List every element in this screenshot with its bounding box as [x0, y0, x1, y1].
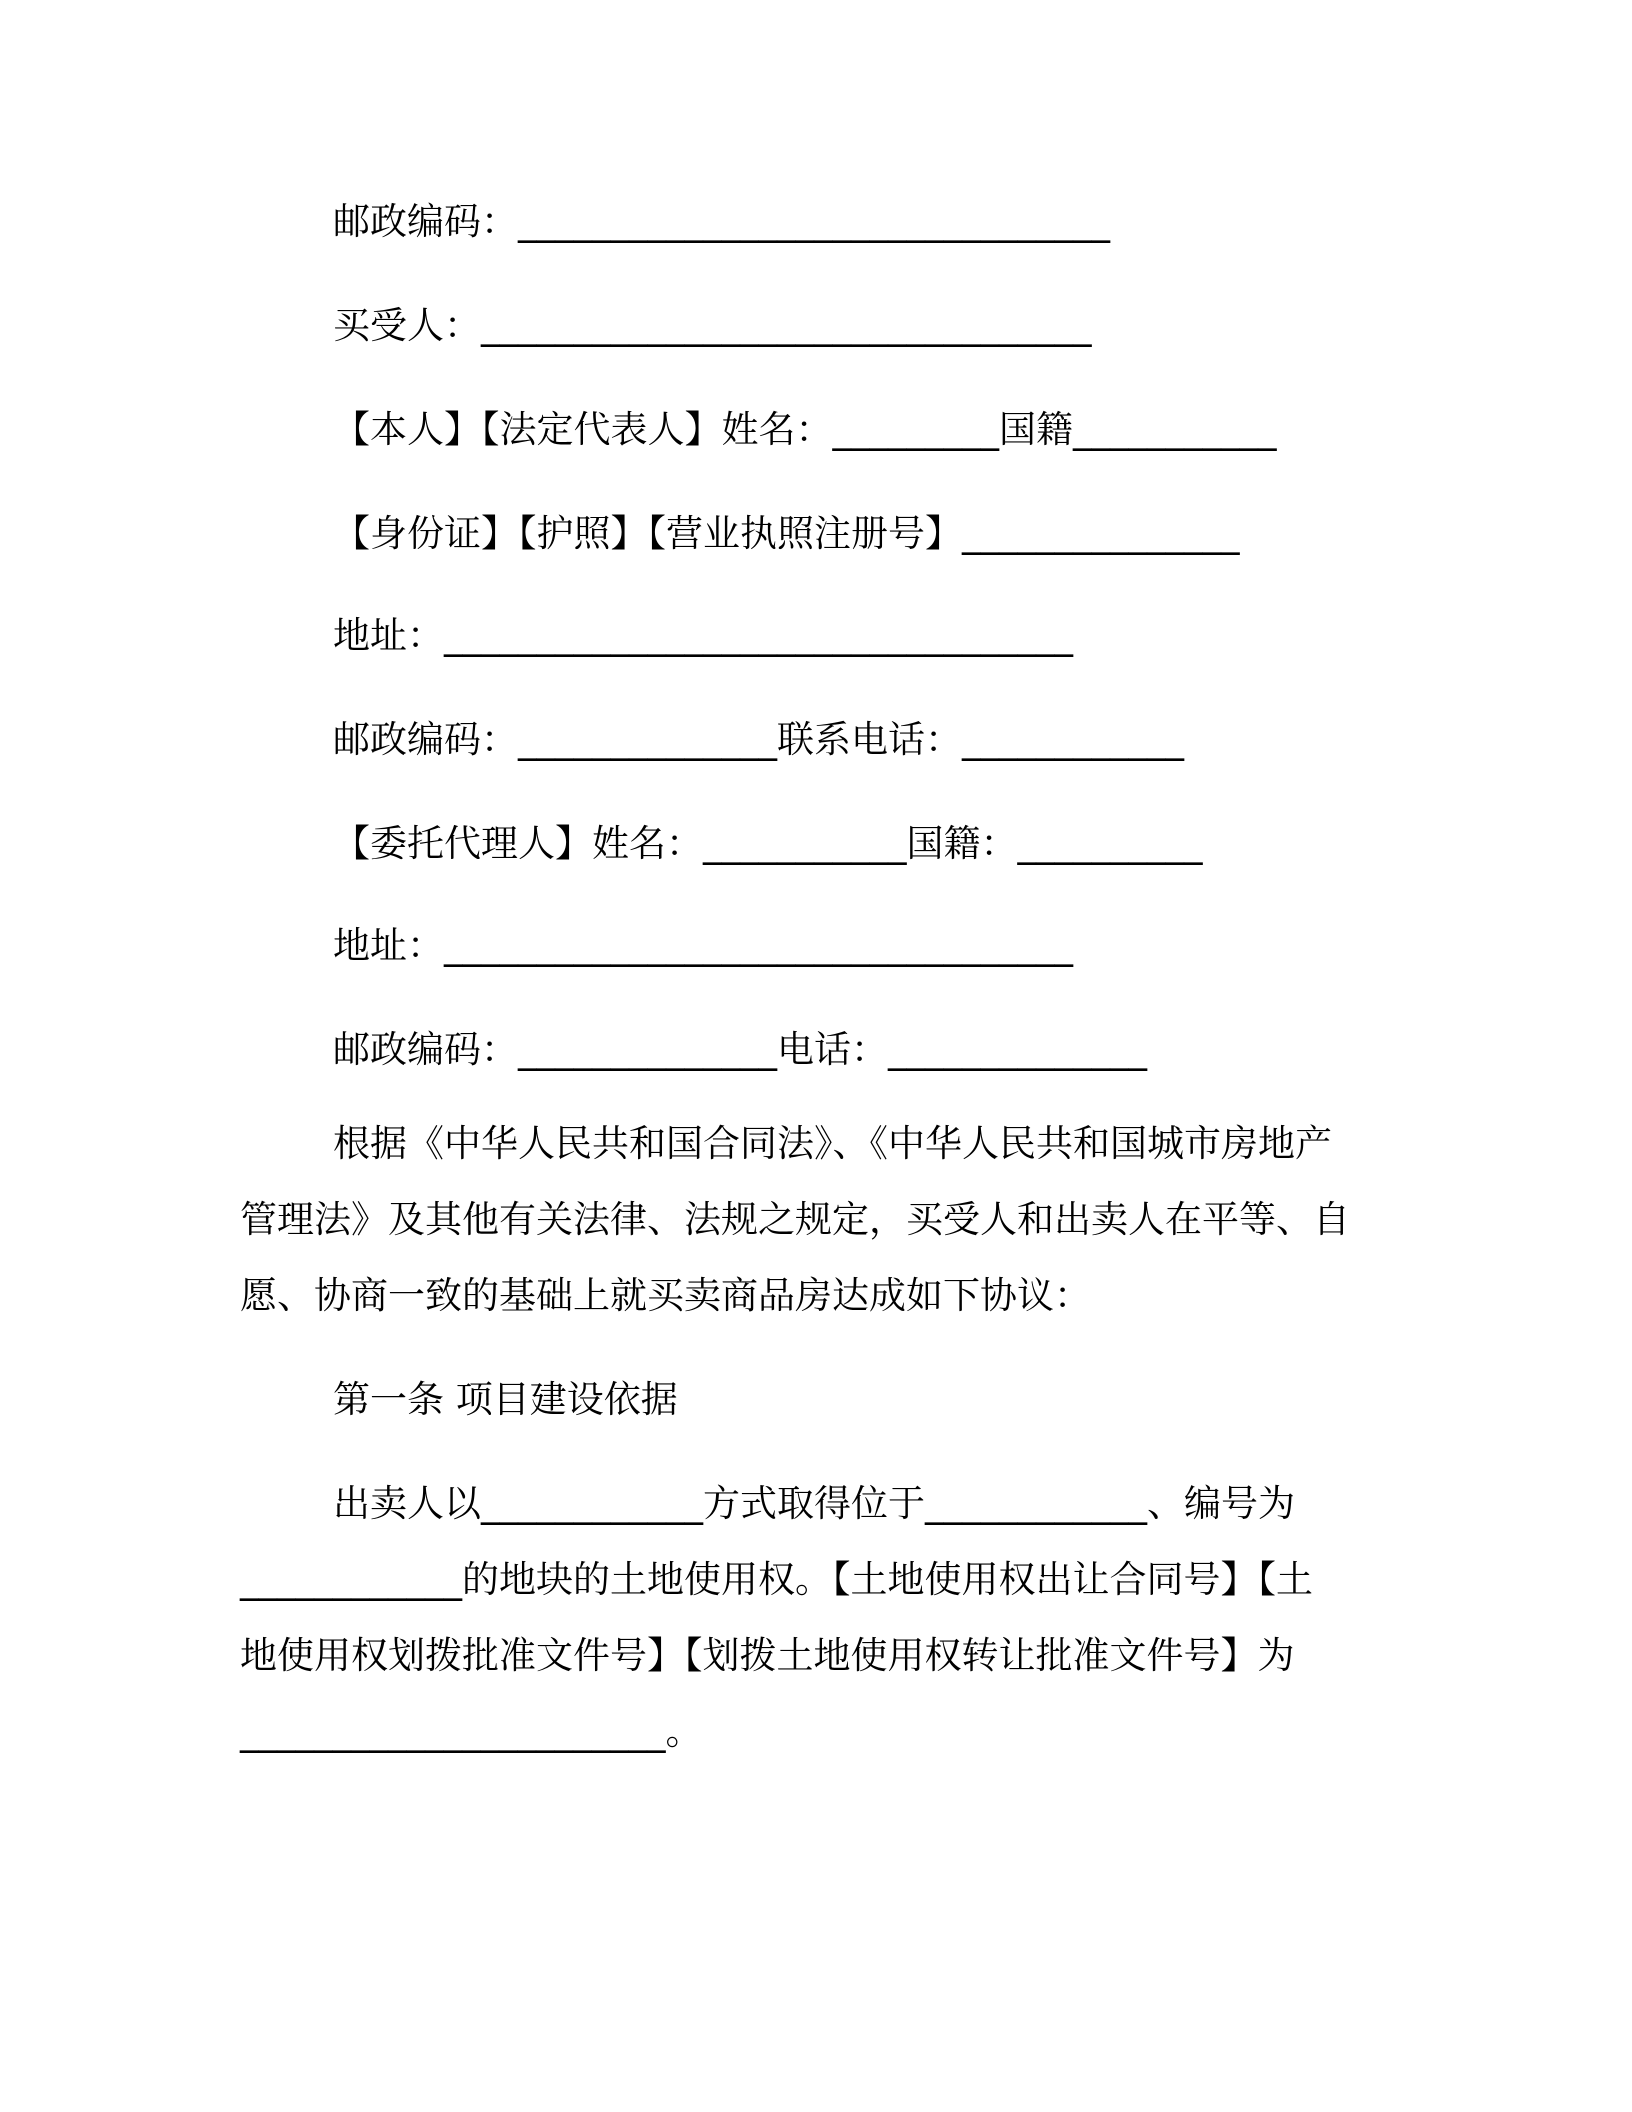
buyer-representative-line: 【本人】【法定代表人】姓名：_________国籍___________ [333, 408, 1277, 451]
article-1-line: 地使用权划拨批准文件号】【划拨土地使用权转让批准文件号】为 [240, 1634, 1295, 1677]
preamble-line: 愿、协商一致的基础上就买卖商品房达成如下协议： [240, 1274, 1091, 1317]
preamble-line: 根据《中华人民共和国合同法》、《中华人民共和国城市房地产 [333, 1122, 1332, 1165]
article-1-line: _______________________。 [240, 1710, 703, 1753]
buyer-id-document-line: 【身份证】【护照】【营业执照注册号】_______________ [333, 512, 1240, 555]
seller-postal-code-line: 邮政编码：________________________________ [333, 200, 1110, 243]
agent-address-line: 地址：__________________________________ [333, 924, 1073, 967]
agent-postal-phone-line: 邮政编码：______________电话：______________ [333, 1028, 1147, 1071]
article-1-line: 出卖人以____________方式取得位于____________、编号为 [333, 1482, 1295, 1525]
article-1-line: ____________的地块的土地使用权。【土地使用权出让合同号】【土 [240, 1558, 1313, 1601]
preamble-line: 管理法》及其他有关法律、法规之规定，买受人和出卖人在平等、自 [240, 1198, 1350, 1241]
buyer-address-line: 地址：__________________________________ [333, 614, 1073, 657]
article-1-heading: 第一条 项目建设依据 [333, 1378, 678, 1421]
agent-name-nationality-line: 【委托代理人】姓名：___________国籍：__________ [333, 822, 1203, 865]
buyer-name-line: 买受人：_________________________________ [333, 304, 1092, 347]
buyer-postal-phone-line: 邮政编码：______________联系电话：____________ [333, 718, 1184, 761]
